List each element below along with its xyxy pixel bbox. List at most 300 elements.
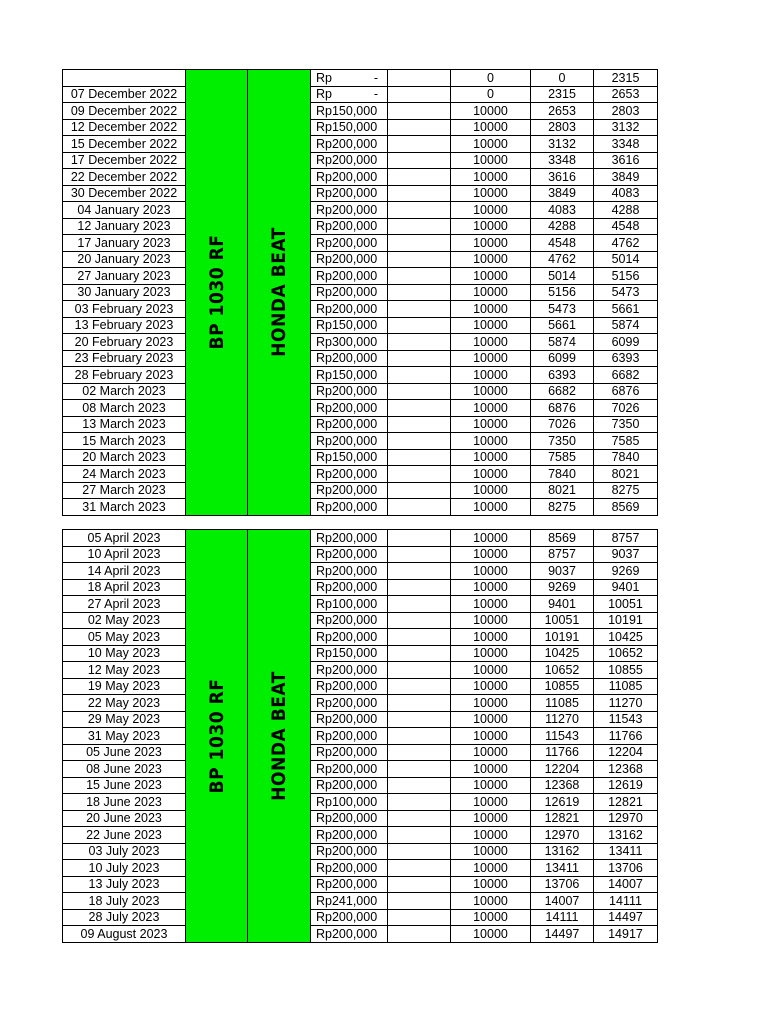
amount-cell: Rp200,000: [311, 383, 388, 400]
table-row: [63, 761, 658, 778]
date-cell: 08 March 2023: [63, 400, 186, 417]
date-cell: 22 May 2023: [63, 695, 186, 712]
table-row: [63, 629, 658, 646]
date-cell: 22 December 2022: [63, 169, 186, 186]
blank-cell: [388, 350, 451, 367]
amount-cell: Rp150,000: [311, 103, 388, 120]
fee-cell: 10000: [451, 909, 531, 926]
date-cell: 29 May 2023: [63, 711, 186, 728]
odometer-end-cell: 13706: [594, 860, 658, 877]
odometer-start-cell: 13706: [531, 876, 594, 893]
date-cell: [63, 70, 186, 87]
date-cell: 10 April 2023: [63, 546, 186, 563]
fee-cell: 10000: [451, 433, 531, 450]
blank-cell: [388, 596, 451, 613]
blank-cell: [388, 284, 451, 301]
blank-cell: [388, 400, 451, 417]
blank-cell: [388, 499, 451, 516]
amount-cell: Rp150,000: [311, 367, 388, 384]
fee-cell: 10000: [451, 185, 531, 202]
fee-cell: 10000: [451, 499, 531, 516]
blank-cell: [388, 546, 451, 563]
amount-cell: Rp200,000: [311, 169, 388, 186]
odometer-end-cell: 6393: [594, 350, 658, 367]
date-cell: 18 June 2023: [63, 794, 186, 811]
blank-cell: [388, 301, 451, 318]
fee-cell: 10000: [451, 268, 531, 285]
odometer-start-cell: 10051: [531, 612, 594, 629]
blank-cell: [388, 433, 451, 450]
fee-cell: 10000: [451, 695, 531, 712]
fee-cell: 0: [451, 86, 531, 103]
odometer-end-cell: 11085: [594, 678, 658, 695]
plate-label-text: BP 1030 RF: [205, 234, 228, 350]
date-cell: 17 December 2022: [63, 152, 186, 169]
blank-cell: [388, 334, 451, 351]
fee-cell: 10000: [451, 612, 531, 629]
fee-cell: 10000: [451, 367, 531, 384]
amount-cell: Rp200,000: [311, 777, 388, 794]
date-cell: 24 March 2023: [63, 466, 186, 483]
blank-cell: [388, 860, 451, 877]
table-row: [63, 612, 658, 629]
amount-cell: Rp200,000: [311, 909, 388, 926]
odometer-start-cell: 4548: [531, 235, 594, 252]
table-row: [63, 777, 658, 794]
fee-cell: 10000: [451, 334, 531, 351]
odometer-start-cell: 9269: [531, 579, 594, 596]
fee-cell: 10000: [451, 893, 531, 910]
fee-cell: 10000: [451, 317, 531, 334]
table-row: [63, 728, 658, 745]
fee-cell: 10000: [451, 860, 531, 877]
date-cell: 17 January 2023: [63, 235, 186, 252]
date-cell: 31 May 2023: [63, 728, 186, 745]
odometer-end-cell: 3348: [594, 136, 658, 153]
amount-cell: Rp200,000: [311, 530, 388, 547]
fee-cell: 10000: [451, 383, 531, 400]
table-row: [63, 284, 658, 301]
date-cell: 20 January 2023: [63, 251, 186, 268]
fee-cell: 10000: [451, 202, 531, 219]
fee-cell: 10000: [451, 645, 531, 662]
blank-cell: [388, 827, 451, 844]
date-cell: 04 January 2023: [63, 202, 186, 219]
odometer-start-cell: 10855: [531, 678, 594, 695]
odometer-end-cell: 9269: [594, 563, 658, 580]
odometer-end-cell: 7840: [594, 449, 658, 466]
table-row: [63, 152, 658, 169]
amount-cell: Rp200,000: [311, 152, 388, 169]
amount-cell: Rp200,000: [311, 678, 388, 695]
amount-cell: Rp200,000: [311, 711, 388, 728]
amount-cell: Rp200,000: [311, 218, 388, 235]
odometer-start-cell: 10191: [531, 629, 594, 646]
fee-cell: 10000: [451, 449, 531, 466]
odometer-start-cell: 0: [531, 70, 594, 87]
amount-cell: Rp150,000: [311, 119, 388, 136]
odometer-start-cell: 5473: [531, 301, 594, 318]
odometer-start-cell: 4083: [531, 202, 594, 219]
blank-cell: [388, 843, 451, 860]
odometer-end-cell: 2803: [594, 103, 658, 120]
table-row: [63, 218, 658, 235]
date-cell: 12 May 2023: [63, 662, 186, 679]
fee-cell: 10000: [451, 678, 531, 695]
date-cell: 30 December 2022: [63, 185, 186, 202]
table-row: [63, 926, 658, 943]
fee-cell: 10000: [451, 794, 531, 811]
odometer-start-cell: 12204: [531, 761, 594, 778]
table-row: [63, 136, 658, 153]
odometer-start-cell: 12619: [531, 794, 594, 811]
table-row: [63, 466, 658, 483]
amount-cell: Rp200,000: [311, 695, 388, 712]
blank-cell: [388, 794, 451, 811]
odometer-end-cell: 7350: [594, 416, 658, 433]
date-cell: 02 May 2023: [63, 612, 186, 629]
odometer-end-cell: 5874: [594, 317, 658, 334]
fee-cell: 10000: [451, 103, 531, 120]
amount-cell: Rp150,000: [311, 317, 388, 334]
odometer-start-cell: 12970: [531, 827, 594, 844]
blank-cell: [388, 612, 451, 629]
blank-cell: [388, 169, 451, 186]
odometer-end-cell: 12368: [594, 761, 658, 778]
odometer-end-cell: 14111: [594, 893, 658, 910]
table-row: [63, 678, 658, 695]
odometer-end-cell: 6682: [594, 367, 658, 384]
odometer-start-cell: 14497: [531, 926, 594, 943]
date-cell: 09 December 2022: [63, 103, 186, 120]
table-row: [63, 202, 658, 219]
blank-cell: [388, 103, 451, 120]
service-log-table-1: [62, 69, 658, 516]
table-row: [63, 350, 658, 367]
odometer-end-cell: 7585: [594, 433, 658, 450]
odometer-start-cell: 5014: [531, 268, 594, 285]
odometer-start-cell: 5874: [531, 334, 594, 351]
amount-cell: Rp150,000: [311, 645, 388, 662]
amount-cell: Rp200,000: [311, 761, 388, 778]
blank-cell: [388, 629, 451, 646]
vehicle-label: [248, 530, 311, 943]
date-cell: 20 June 2023: [63, 810, 186, 827]
odometer-end-cell: 11543: [594, 711, 658, 728]
amount-cell: Rp241,000: [311, 893, 388, 910]
date-cell: 13 July 2023: [63, 876, 186, 893]
odometer-start-cell: 2803: [531, 119, 594, 136]
blank-cell: [388, 662, 451, 679]
blank-cell: [388, 926, 451, 943]
odometer-end-cell: 2653: [594, 86, 658, 103]
odometer-end-cell: 14917: [594, 926, 658, 943]
fee-cell: 10000: [451, 152, 531, 169]
date-cell: 12 December 2022: [63, 119, 186, 136]
blank-cell: [388, 645, 451, 662]
fee-cell: 10000: [451, 744, 531, 761]
blank-cell: [388, 367, 451, 384]
amount-cell: Rp100,000: [311, 596, 388, 613]
blank-cell: [388, 810, 451, 827]
date-cell: 05 May 2023: [63, 629, 186, 646]
amount-cell: Rp200,000: [311, 482, 388, 499]
odometer-start-cell: 7026: [531, 416, 594, 433]
blank-cell: [388, 678, 451, 695]
fee-cell: 10000: [451, 169, 531, 186]
amount-cell: Rp200,000: [311, 268, 388, 285]
blank-cell: [388, 482, 451, 499]
date-cell: 27 March 2023: [63, 482, 186, 499]
table-row: [63, 482, 658, 499]
blank-cell: [388, 251, 451, 268]
odometer-end-cell: 2315: [594, 70, 658, 87]
table-row: [63, 530, 658, 547]
odometer-end-cell: 7026: [594, 400, 658, 417]
fee-cell: 10000: [451, 530, 531, 547]
date-cell: 07 December 2022: [63, 86, 186, 103]
odometer-end-cell: 3849: [594, 169, 658, 186]
amount-dash: -: [373, 87, 378, 102]
date-cell: 09 August 2023: [63, 926, 186, 943]
table-row: [63, 596, 658, 613]
amount-cell: Rp200,000: [311, 350, 388, 367]
amount-cell: Rp200,000: [311, 843, 388, 860]
odometer-start-cell: 5661: [531, 317, 594, 334]
odometer-end-cell: 9401: [594, 579, 658, 596]
amount-cell: Rp200,000: [311, 810, 388, 827]
fee-cell: 10000: [451, 827, 531, 844]
date-cell: 20 February 2023: [63, 334, 186, 351]
odometer-end-cell: 8275: [594, 482, 658, 499]
table-row: [63, 810, 658, 827]
fee-cell: 10000: [451, 136, 531, 153]
fee-cell: 10000: [451, 596, 531, 613]
odometer-start-cell: 2653: [531, 103, 594, 120]
blank-cell: [388, 711, 451, 728]
odometer-end-cell: 4548: [594, 218, 658, 235]
table-row: [63, 711, 658, 728]
odometer-start-cell: 3849: [531, 185, 594, 202]
blank-cell: [388, 744, 451, 761]
amount-cell: Rp200,000: [311, 301, 388, 318]
blank-cell: [388, 466, 451, 483]
odometer-end-cell: 3132: [594, 119, 658, 136]
blank-cell: [388, 202, 451, 219]
blank-cell: [388, 416, 451, 433]
amount-cell: Rp200,000: [311, 860, 388, 877]
date-cell: 20 March 2023: [63, 449, 186, 466]
blank-cell: [388, 136, 451, 153]
odometer-end-cell: 8021: [594, 466, 658, 483]
table-row: [63, 563, 658, 580]
amount-cell: Rp200,000: [311, 744, 388, 761]
date-cell: 27 April 2023: [63, 596, 186, 613]
odometer-start-cell: 11766: [531, 744, 594, 761]
table-row: [63, 662, 658, 679]
date-cell: 10 May 2023: [63, 645, 186, 662]
amount-cell: Rp200,000: [311, 136, 388, 153]
date-cell: 27 January 2023: [63, 268, 186, 285]
blank-cell: [388, 235, 451, 252]
odometer-end-cell: 4288: [594, 202, 658, 219]
amount-cell: [311, 86, 388, 103]
blank-cell: [388, 70, 451, 87]
date-cell: 14 April 2023: [63, 563, 186, 580]
fee-cell: 10000: [451, 662, 531, 679]
amount-cell: Rp200,000: [311, 662, 388, 679]
table-row: [63, 334, 658, 351]
vehicle-label-text: HONDA BEAT: [268, 670, 290, 801]
blank-cell: [388, 777, 451, 794]
odometer-start-cell: 6393: [531, 367, 594, 384]
fee-cell: 10000: [451, 711, 531, 728]
fee-cell: 10000: [451, 810, 531, 827]
blank-cell: [388, 579, 451, 596]
fee-cell: 10000: [451, 629, 531, 646]
odometer-start-cell: 6876: [531, 400, 594, 417]
date-cell: 30 January 2023: [63, 284, 186, 301]
table-row: [63, 317, 658, 334]
odometer-end-cell: 5661: [594, 301, 658, 318]
odometer-end-cell: 6876: [594, 383, 658, 400]
fee-cell: 10000: [451, 284, 531, 301]
fee-cell: 10000: [451, 301, 531, 318]
odometer-start-cell: 6682: [531, 383, 594, 400]
fee-cell: 0: [451, 70, 531, 87]
date-cell: 18 July 2023: [63, 893, 186, 910]
date-cell: 15 December 2022: [63, 136, 186, 153]
odometer-end-cell: 10191: [594, 612, 658, 629]
odometer-end-cell: 5014: [594, 251, 658, 268]
odometer-start-cell: 10652: [531, 662, 594, 679]
amount-cell: Rp200,000: [311, 185, 388, 202]
table-row: [63, 843, 658, 860]
table-row: [63, 301, 658, 318]
amount-cell: Rp200,000: [311, 251, 388, 268]
date-cell: 19 May 2023: [63, 678, 186, 695]
table-row: [63, 546, 658, 563]
odometer-end-cell: 12970: [594, 810, 658, 827]
blank-cell: [388, 563, 451, 580]
odometer-end-cell: 12821: [594, 794, 658, 811]
date-cell: 23 February 2023: [63, 350, 186, 367]
odometer-end-cell: 9037: [594, 546, 658, 563]
blank-cell: [388, 761, 451, 778]
service-log-table-2: [62, 529, 658, 943]
amount-cell: Rp200,000: [311, 416, 388, 433]
date-cell: 13 February 2023: [63, 317, 186, 334]
odometer-start-cell: 8275: [531, 499, 594, 516]
table-row: [63, 119, 658, 136]
odometer-end-cell: 14007: [594, 876, 658, 893]
amount-cell: Rp200,000: [311, 629, 388, 646]
table-row: [63, 268, 658, 285]
blank-cell: [388, 530, 451, 547]
fee-cell: 10000: [451, 926, 531, 943]
odometer-start-cell: 9037: [531, 563, 594, 580]
date-cell: 22 June 2023: [63, 827, 186, 844]
plate-label: [186, 530, 248, 943]
table-row: [63, 251, 658, 268]
blank-cell: [388, 728, 451, 745]
fee-cell: 10000: [451, 350, 531, 367]
odometer-start-cell: 6099: [531, 350, 594, 367]
fee-cell: 10000: [451, 579, 531, 596]
odometer-start-cell: 2315: [531, 86, 594, 103]
odometer-start-cell: 4288: [531, 218, 594, 235]
odometer-end-cell: 5473: [594, 284, 658, 301]
odometer-start-cell: 11270: [531, 711, 594, 728]
odometer-start-cell: 3348: [531, 152, 594, 169]
blank-cell: [388, 876, 451, 893]
odometer-start-cell: 11085: [531, 695, 594, 712]
odometer-start-cell: 13411: [531, 860, 594, 877]
blank-cell: [388, 893, 451, 910]
blank-cell: [388, 695, 451, 712]
odometer-start-cell: 5156: [531, 284, 594, 301]
blank-cell: [388, 909, 451, 926]
vehicle-label-text: HONDA BEAT: [268, 227, 290, 358]
amount-cell: [311, 70, 388, 87]
amount-cell: Rp300,000: [311, 334, 388, 351]
table-row: [63, 695, 658, 712]
table-row: [63, 235, 658, 252]
table-row: [63, 909, 658, 926]
amount-cell: Rp200,000: [311, 876, 388, 893]
odometer-start-cell: 12368: [531, 777, 594, 794]
fee-cell: 10000: [451, 761, 531, 778]
table-row: [63, 185, 658, 202]
odometer-end-cell: 14497: [594, 909, 658, 926]
amount-cell: Rp200,000: [311, 235, 388, 252]
plate-label: [186, 70, 248, 516]
fee-cell: 10000: [451, 416, 531, 433]
date-cell: 05 April 2023: [63, 530, 186, 547]
table-row: [63, 827, 658, 844]
blank-cell: [388, 317, 451, 334]
odometer-start-cell: 13162: [531, 843, 594, 860]
odometer-start-cell: 12821: [531, 810, 594, 827]
amount-cell: Rp200,000: [311, 202, 388, 219]
amount-cell: Rp200,000: [311, 579, 388, 596]
table-row: [63, 876, 658, 893]
fee-cell: 10000: [451, 400, 531, 417]
date-cell: 03 February 2023: [63, 301, 186, 318]
currency-prefix: Rp: [316, 70, 332, 85]
odometer-end-cell: 10652: [594, 645, 658, 662]
odometer-start-cell: 14007: [531, 893, 594, 910]
table-row: [63, 449, 658, 466]
date-cell: 10 July 2023: [63, 860, 186, 877]
blank-cell: [388, 152, 451, 169]
currency-prefix: Rp: [316, 87, 332, 102]
date-cell: 08 June 2023: [63, 761, 186, 778]
date-cell: 31 March 2023: [63, 499, 186, 516]
table-row: [63, 103, 658, 120]
fee-cell: 10000: [451, 546, 531, 563]
fee-cell: 10000: [451, 235, 531, 252]
odometer-start-cell: 8757: [531, 546, 594, 563]
amount-cell: Rp150,000: [311, 449, 388, 466]
table-row: [63, 383, 658, 400]
date-cell: 28 February 2023: [63, 367, 186, 384]
fee-cell: 10000: [451, 843, 531, 860]
table-row: [63, 86, 658, 103]
date-cell: 13 March 2023: [63, 416, 186, 433]
amount-cell: Rp200,000: [311, 728, 388, 745]
amount-cell: Rp200,000: [311, 284, 388, 301]
